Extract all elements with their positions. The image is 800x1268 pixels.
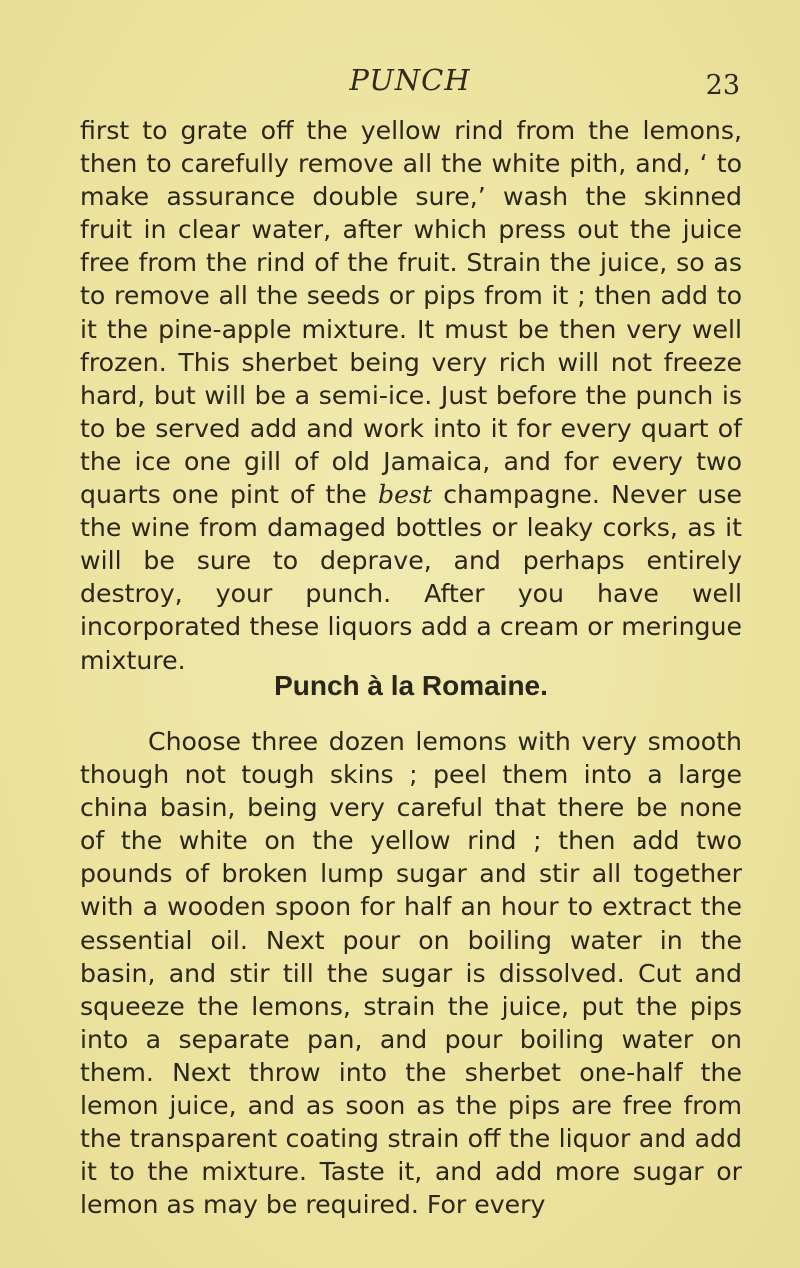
page-number: 23 [705,70,740,101]
running-title: PUNCH [349,63,471,97]
section-heading: Punch à la Romaine. [274,670,548,701]
paragraph-recipe: Choose three dozen lemons with very smooth though not tough skins ; peel them into a large china basin, being very careful that there be none of the white on the yellow rind ; then add two pounds of broken lump sugar and stir all together with a wooden spoon for half an hour to extract the essential oil. Next pour on boiling water in the basin, and stir till the sugar is dissolved. Cut and squeeze the lemons, strain the juice, put the pips into a separate pan, and pour boiling water on them. Next throw into the sherbet one-half the lemon juice, and as soon as the pips are free from the transparent coating strain off the liquor and add it to the mixture. Taste it, and add more sugar or lemon as may be required. For every [80,727,742,1220]
paragraph-continued [80,114,742,677]
italic-word: best [378,480,433,510]
paragraph-text: champagne. Never use the wine from damaged bottles or leaky corks, as it will be sure to deprave, and perhaps entirely destroy, your punch. After you have well incorporated these liquors add a cream or meringue mixture. [80,480,742,675]
paragraph-text: first to grate off the yellow rind from the lemons, then to carefully remove all the white pith, and, ‘ to make assurance double sure,’ wash the skinned fruit in clear water, after which press out the juice free from the rind of the fruit. Strain the juice, so as to remove all the seeds or pips from it ; then add to it the pine-apple mixture. It must be then very well frozen. This sherbet being very rich will not freeze hard, but will be a semi-ice. Just before the punch is to be served add and work into it for every quart of the ice one gill of old Jamaica, and for every two quarts one pint of the [80,116,742,510]
running-head [80,62,740,102]
